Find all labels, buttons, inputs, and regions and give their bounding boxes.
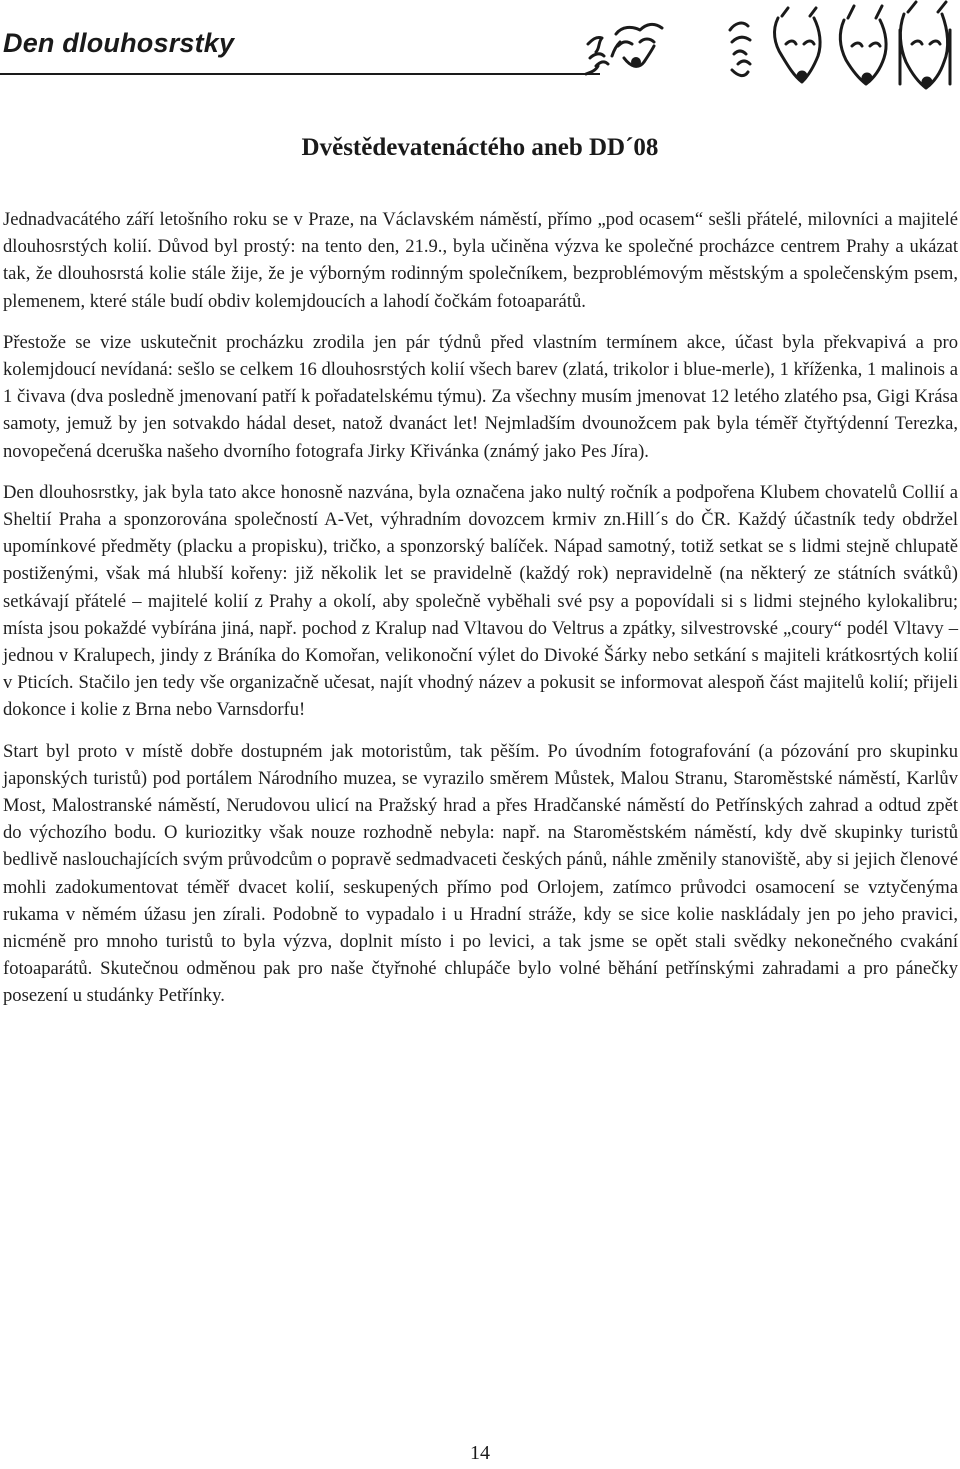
article-body	[3, 206, 958, 1024]
paragraph: Jednadvacátého září letošního roku se v Praze, na Václavském náměstí, přímo „pod ocasem“ sešli přátelé, milovníci a majitelé dlouhosrstých kolií. Důvod byl prostý: na tento den, 21.9., byla učiněna výzva ke společné procházce centrem Prahy a ukázat tak, že dlouhosrstá kolie stále žije, že je výborným rodinným společníkem, bezproblémovým městským a společenským psem, plemenem, které stále budí obdiv kolemjdoucích a lahodí čočkám fotoaparátů.	[3, 209, 958, 312]
article-title: Dvěstědevatenáctého aneb DD´08	[301, 134, 659, 161]
paragraph: Start byl proto v místě dobře dostupném jak motoristům, tak pěším. Po úvodním fotografování (a pózování pro skupinku japonských turistů) pod portálem Národního muzea, se vyrazilo směrem Můstek, Malou Stranu, Staroměstské náměstí, Karlův Most, Malostranské náměstí, Nerudovou ulicí na Pražský hrad a přes Hradčanské náměstí do Petřínských zahrad a odtud zpět do výchozího bodu. O kuriozitky však nouze rozhodně nebyla: např. na Staroměstském náměstí, kdy dvě skupinky turistů bedlivě naslouchajících svým průvodcům o popravě sedmadvaceti českých pánů, náhle změnily stanoviště, aby si jejich členové mohli zadokumentovat téměř dvacet kolií, seskupených přímo pod Orlojem, zatímco průvodci osamocení se vztyčenýma rukama v němém úžasu jen zírali. Podobně to vypadalo i u Hradní stráže, kdy se sice kolie naskládaly jen po jeho pravici, nicméně pro mnoho turistů to byla výzva, doplnit místo i po levici, a tak jsme se opět stali svědky nekonečného cvakání fotoaparátů. Skutečnou odměnou pak pro naše čtyřnohé chlupáče bylo volné běhání petřínskými zahradami a pro pánečky posezení u studánky Petřínky.	[3, 740, 958, 1007]
section-title: Den dlouhosrstky	[3, 28, 235, 58]
page-number: 14	[470, 1442, 490, 1464]
header-rule	[0, 73, 600, 75]
collie-heads-logo-icon	[582, 0, 960, 92]
paragraph: Den dlouhosrstky, jak byla tato akce honosně nazvána, byla označena jako nultý ročník a podpořena Klubem chovatelů Collií a Sheltií Praha a sponzorována společností A-Vet, výhradním dovozcem krmiv zn.Hill´s do ČR. Každý účastník tedy obdržel upomínkové předměty (placku a propisku), tričko, a sponzorský balíček. Nápad samotný, totiž setkat se s lidmi stejně chlupatě postiženými, však má hlubší kořeny: již několik let se pravidelně (každý rok) nepravidelně (na některý ze státních svátků) setkávají přátelé – majitelé kolií z Prahy a okolí, aby společně vyběhali své psy a popovídali si s lidmi stejného kylokalibru; místa jsou pokaždé vybírána jiná, např. pochod z Kralup nad Vltavou do Veltrus a zpátky, silvestrovské „coury“ podél Vltavy – jednou v Kralupech, jindy z Bráníka do Komořan, velikonoční výlet do Divoké Šárky nebo setkání s majiteli krátkosrtých kolií v Pticích. Stačilo jen tedy vše organizačně učesat, najít vhodný název a pokusit se informovat alespoň část majitelů kolií; přijeli dokonce i kolie z Brna nebo Varnsdorfu!	[3, 481, 958, 721]
page-header	[0, 0, 960, 92]
paragraph: Přestože se vize uskutečnit procházku zrodila jen pár týdnů před vlastním termínem akce, účast byla překvapivá a pro kolemjdoucí nevídaná: sešlo se celkem 16 dlouhosrstých kolií všech barev (zlatá, trikolor i blue-merle), 1 kříženka, 1 malinois a 1 čivava (dva posledně jmenovaní patří k pořadatelskému týmu). Za všechny musím jmenovat 12 letého zlatého psa, Gigi Krása samoty, jemuž by jen sotvakdo hádal deset, natož dvanáct let! Nejmladším dvounožcem pak byla téměř čtyřtýdenní Terezka, novopečená dceruška našeho dvorního fotografa Jirky Křivánka (známý jako Pes Jíra).	[3, 331, 958, 462]
